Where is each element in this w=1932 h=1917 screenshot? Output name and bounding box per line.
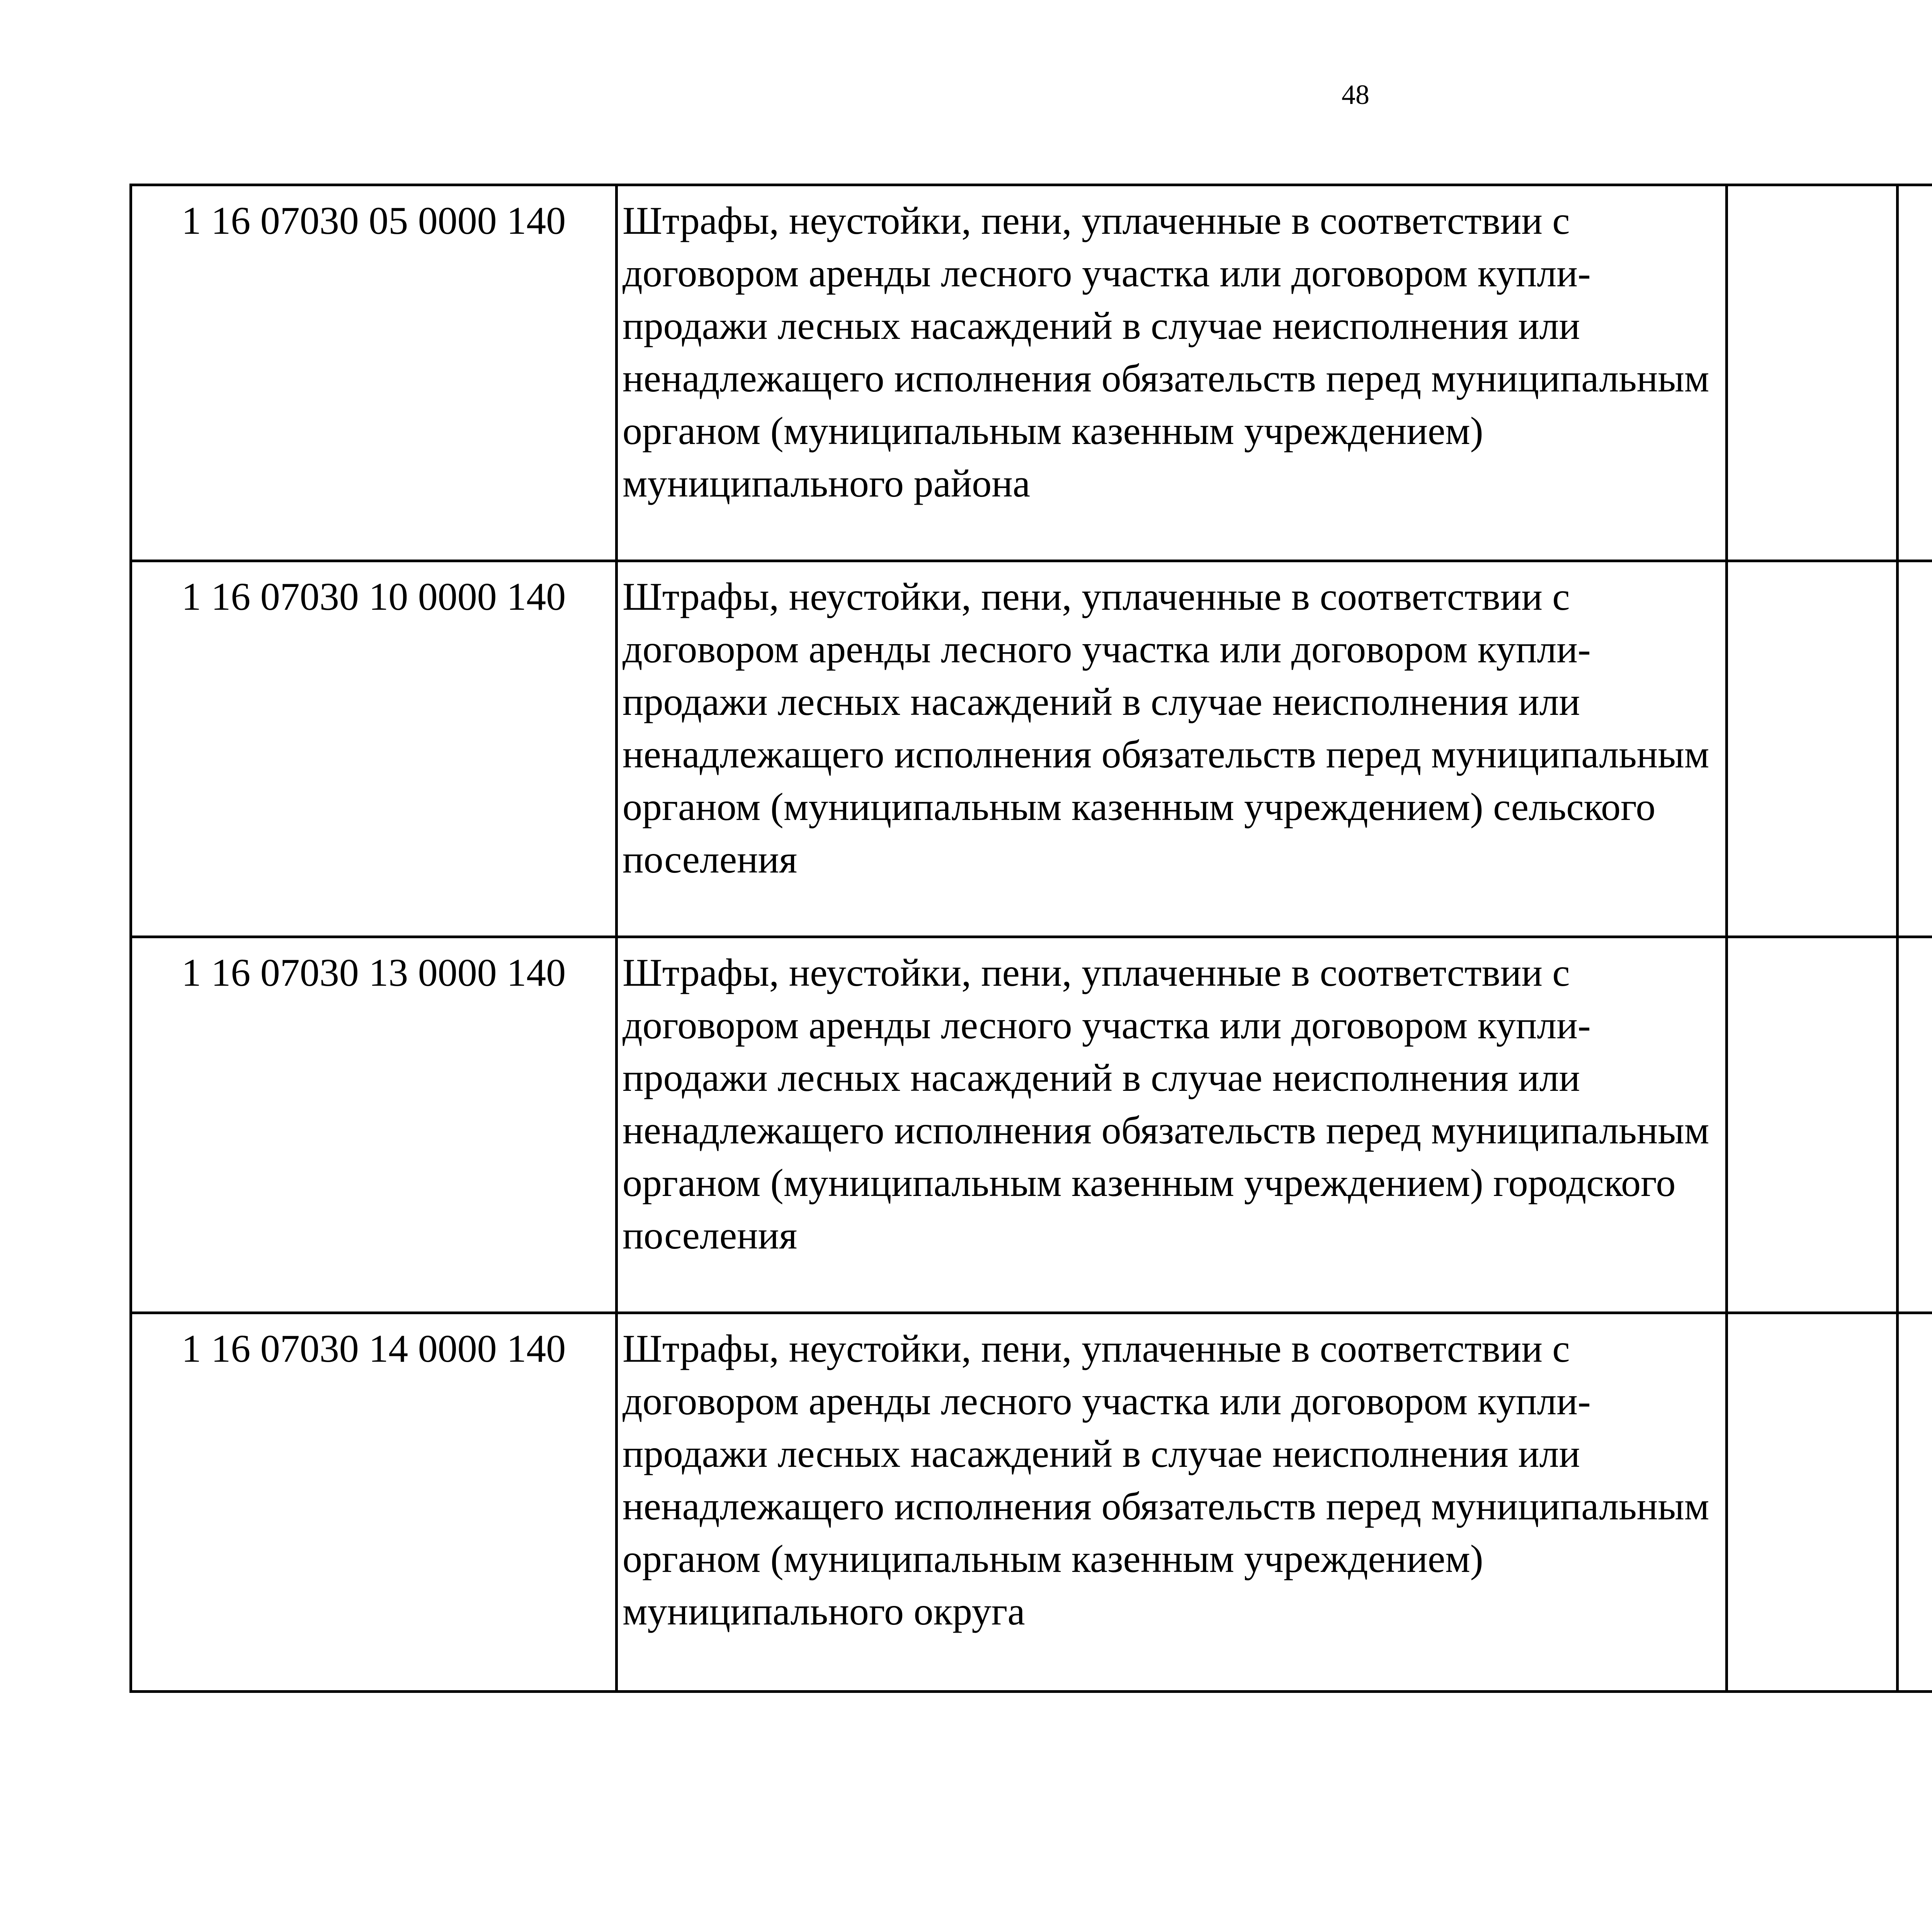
table-row bbox=[131, 937, 1932, 1313]
value-cell bbox=[1727, 561, 1898, 937]
value-cell bbox=[1898, 1313, 1932, 1692]
table-row bbox=[131, 1313, 1932, 1692]
revenue-code-cell: 1 16 07030 13 0000 140 bbox=[131, 937, 617, 1313]
revenue-code-cell: 1 16 07030 14 0000 140 bbox=[131, 1313, 617, 1692]
revenue-code-cell: 1 16 07030 10 0000 140 bbox=[131, 561, 617, 937]
value-cell bbox=[1727, 1313, 1898, 1692]
value-cell bbox=[1727, 185, 1898, 561]
revenue-description-cell: Штрафы, неустойки, пени, уплаченные в соответствии с договором аренды лесного участка или договором купли-продажи лесных насаждений в случае неисполнения или ненадлежащего исполнения обязательств перед муниципальным органом (муниципальным казенным учреждением) муниципального округа bbox=[617, 1313, 1727, 1692]
page-number: 48 bbox=[1342, 79, 1369, 110]
value-cell bbox=[1898, 185, 1932, 561]
revenue-code-cell: 1 16 07030 05 0000 140 bbox=[131, 185, 617, 561]
revenue-description-cell: Штрафы, неустойки, пени, уплаченные в соответствии с договором аренды лесного участка или договором купли-продажи лесных насаждений в случае неисполнения или ненадлежащего исполнения обязательств перед муниципальным органом (муниципальным казенным учреждением) городского поселения bbox=[617, 937, 1727, 1313]
value-cell bbox=[1727, 937, 1898, 1313]
revenue-description-cell: Штрафы, неустойки, пени, уплаченные в соответствии с договором аренды лесного участка или договором купли-продажи лесных насаждений в случае неисполнения или ненадлежащего исполнения обязательств перед муниципальным органом (муниципальным казенным учреждением) муниципального района bbox=[617, 185, 1727, 561]
table-row bbox=[131, 561, 1932, 937]
revenue-distribution-table bbox=[129, 184, 1932, 1693]
table-row bbox=[131, 185, 1932, 561]
value-cell bbox=[1898, 937, 1932, 1313]
revenue-description-cell: Штрафы, неустойки, пени, уплаченные в соответствии с договором аренды лесного участка или договором купли-продажи лесных насаждений в случае неисполнения или ненадлежащего исполнения обязательств перед муниципальным органом (муниципальным казенным учреждением) сельского поселения bbox=[617, 561, 1727, 937]
value-cell bbox=[1898, 561, 1932, 937]
